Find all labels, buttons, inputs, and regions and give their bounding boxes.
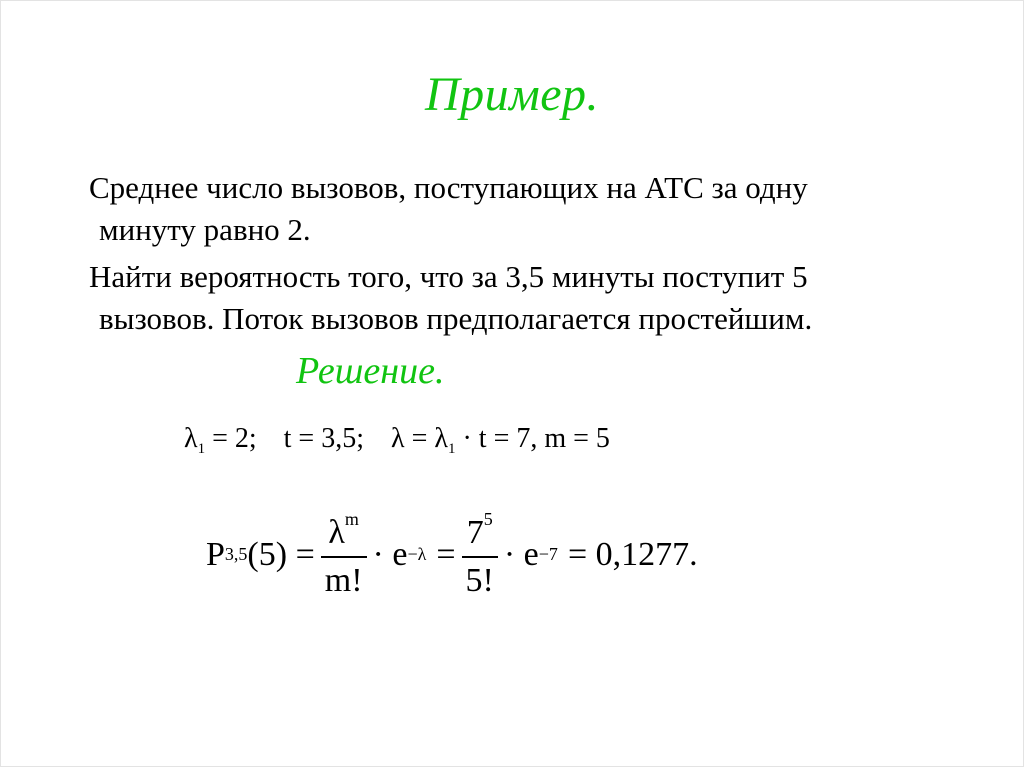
fraction-lambda (321, 509, 367, 600)
equation-parameters (184, 423, 610, 458)
exp-factor-2: · e (503, 535, 539, 573)
solution-label: Решение. (296, 350, 445, 392)
problem-line-1: Среднее число вызовов, поступающих на АТС за одну (89, 170, 808, 205)
problem-line-3: Найти вероятность того, что за 3,5 минуты поступит 5 (89, 259, 808, 294)
equation-poisson (206, 509, 698, 600)
result-value: = 0,1277. (567, 535, 698, 573)
t-value: t = 3,5; (283, 423, 365, 454)
slide-title: Пример. (424, 68, 600, 121)
lambda-symbol: λ (184, 423, 198, 454)
equals-sign: = (436, 535, 456, 573)
problem-paragraph-1 (89, 167, 949, 251)
exp-factor-1-exponent: −λ (407, 544, 427, 564)
problem-line-2: минуту равно 2. (99, 212, 311, 247)
fraction-numeric (462, 509, 498, 600)
probability-argument: (5) = (247, 535, 315, 573)
probability-subscript: 3,5 (224, 544, 248, 564)
lambda-equals: λ = λ (391, 423, 448, 454)
fraction-lambda-exponent: m (344, 509, 359, 529)
probability-symbol: P (206, 535, 225, 573)
fraction-numeric-exponent: 5 (483, 509, 493, 529)
lambda-subscript-2: 1 (447, 441, 456, 457)
lambda1-value: = 2; (205, 423, 257, 454)
lambda-product: · t = 7, m = 5 (455, 423, 610, 454)
lambda-subscript: 1 (197, 441, 206, 457)
fraction-lambda-denominator: m! (321, 556, 367, 600)
exp-factor-2-exponent: −7 (538, 544, 558, 564)
exp-factor-1: · e (372, 535, 408, 573)
problem-paragraph-2 (89, 256, 949, 340)
fraction-numeric-numerator: 7 (466, 514, 484, 551)
problem-line-4: вызовов. Поток вызовов предполагается простейшим. (99, 301, 813, 336)
fraction-lambda-numerator: λ (328, 514, 345, 551)
fraction-numeric-denominator: 5! (462, 556, 498, 600)
